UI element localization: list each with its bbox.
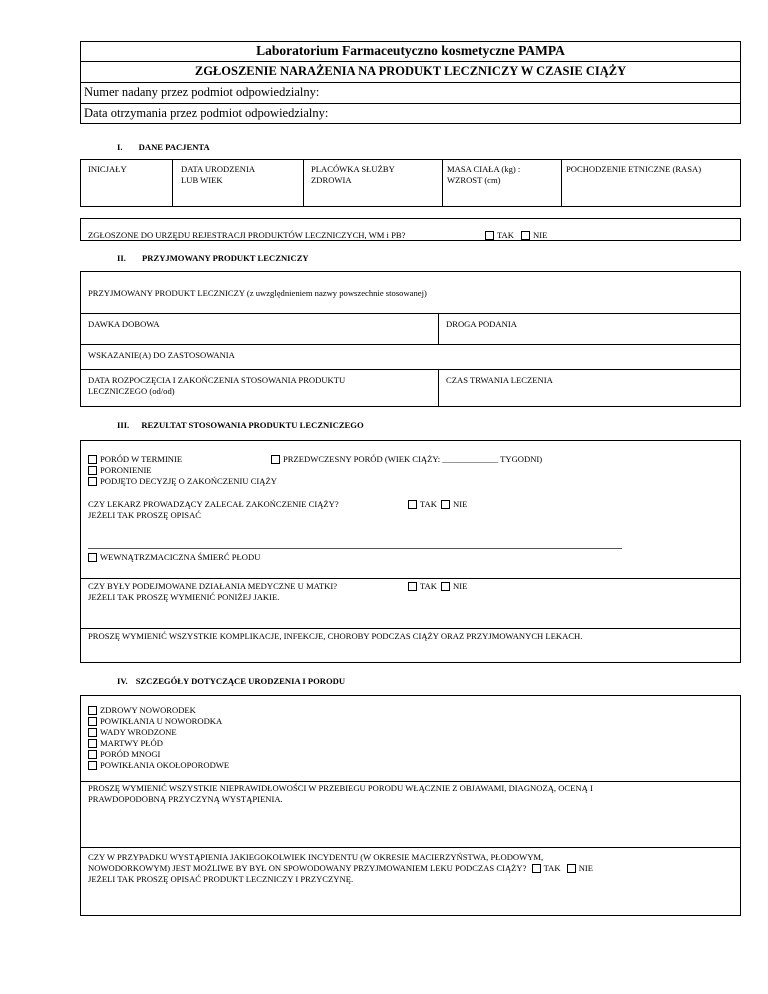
checkbox[interactable] [271, 455, 280, 464]
birth-option[interactable]: WADY WRODZONE [88, 727, 229, 738]
dob-label: DATA URODZENIA LUB WIEK [181, 164, 256, 185]
divider [172, 159, 173, 207]
reported-yes-option[interactable]: TAK [485, 230, 514, 241]
termination-option[interactable]: PODJĘTO DECYZJĘ O ZAKOŃCZENIU CIĄŻY [88, 476, 277, 487]
preterm-option[interactable]: PRZEDWCZESNY PORÓD (WIEK CIĄŻY: _____________ TYGODNI) [271, 454, 542, 465]
treatment-duration-label: CZAS TRWANIA LECZENIA [446, 375, 553, 385]
lab-name: Laboratorium Farmaceutyczno kosmetyczne PAMPA [256, 43, 565, 58]
section-title: SZCZEGÓŁY DOTYCZĄCE URODZENIA I PORODU [135, 676, 346, 686]
divider [438, 369, 439, 407]
divider [80, 344, 741, 345]
fetal-death-option[interactable]: WEWNĄTRZMACICZNA ŚMIERĆ PŁODU [88, 552, 260, 563]
checkbox[interactable] [408, 500, 417, 509]
section-number: II. [117, 253, 126, 263]
medical-yes-option[interactable]: TAK [408, 581, 437, 592]
treatment-dates-label: DATA ROZPOCZĘCIA I ZAKOŃCZENIA STOSOWANIA PRODUKTU LECZNICZEGO (od/od) [88, 375, 346, 396]
medical-no-option[interactable]: NIE [441, 581, 467, 592]
divider [80, 847, 741, 848]
incident-question: CZY W PRZYPADKU WYSTĄPIENIA JAKIEGOKOLWIEK INCYDENTU (W OKRESIE MACIERZYŃSTWA, PŁODOWYM, NOWODORKOWYM) JEST MOŻLIWE BY BYŁ ON SPOWODOWANY PRZYJMOWANIEM LEKU PODCZAS CIĄŻY? TAK NIE JEŻELI TAK PROSZĘ OPISAĆ PRODUKT LECZNICZY I PRZYCZYNĘ. [88, 852, 594, 884]
miscarriage-option[interactable]: PORONIENIE [88, 465, 152, 476]
product-label: PRZYJMOWANY PRODUKT LECZNICZY (z uwzględnieniem nazwy powszechnie stosowanej) [88, 288, 427, 298]
route-label: DROGA PODANIA [446, 319, 517, 329]
section-title: PRZYJMOWANY PRODUKT LECZNICZY [142, 253, 309, 263]
birth-option[interactable]: PORÓD MNOGI [88, 749, 229, 760]
divider [80, 313, 741, 314]
divider [561, 159, 562, 207]
divider [80, 628, 741, 629]
section-number: III. [117, 420, 130, 430]
checkbox[interactable] [88, 706, 97, 715]
irregularities-label: PROSZĘ WYMIENIĆ WSZYSTKIE NIEPRAWIDŁOWOŚCI W PRZEBIEGU PORODU WŁĄCZNIE Z OBJAWAMI, DIAGNOZĄ, OCENĄ I PRAWDOPODOBNĄ PRZYCZYNĄ WYSTĄPIENIA. [88, 783, 593, 804]
incident-no-option[interactable]: NIE [567, 863, 593, 873]
divider [80, 103, 741, 104]
incident-yes-option[interactable]: TAK [532, 863, 561, 873]
divider [80, 369, 741, 370]
form-title: ZGŁOSZENIE NARAŻENIA NA PRODUKT LECZNICZY W CZASIE CIĄŻY [194, 64, 627, 78]
initials-label: INICJAŁY [88, 164, 127, 174]
birth-option[interactable]: POWIKŁANIA OKOŁOPORODWE [88, 760, 229, 771]
date-label: Data otrzymania przez podmiot odpowiedzialny: [84, 106, 329, 120]
checkbox[interactable] [88, 761, 97, 770]
checkbox[interactable] [88, 728, 97, 737]
doctor-question: CZY LEKARZ PROWADZĄCY ZALECAŁ ZAKOŃCZENIE CIĄŻY? [88, 499, 339, 509]
checkbox[interactable] [88, 717, 97, 726]
divider [80, 781, 741, 782]
checkbox[interactable] [88, 455, 97, 464]
divider [303, 159, 304, 207]
checkbox[interactable] [88, 553, 97, 562]
section-number: I. [117, 142, 123, 152]
reported-question: ZGŁOSZONE DO URZĘDU REJESTRACJI PRODUKTÓW LECZNICZYCH, WM i PB? [88, 230, 406, 240]
checkbox[interactable] [441, 500, 450, 509]
doctor-yes-option[interactable]: TAK [408, 499, 437, 510]
checkbox[interactable] [532, 864, 541, 873]
doctor-describe-label: JEŻELI TAK PROSZĘ OPISAĆ [88, 510, 202, 520]
birth-option[interactable]: ZDROWY NOWORODEK [88, 705, 229, 716]
divider [80, 82, 741, 83]
birth-option[interactable]: POWIKŁANIA U NOWORODKA [88, 716, 229, 727]
section4-heading [117, 676, 345, 687]
section-title: DANE PACJENTA [138, 142, 210, 152]
checkbox[interactable] [567, 864, 576, 873]
term-birth-option[interactable]: PORÓD W TERMINIE [88, 454, 182, 465]
divider [80, 61, 741, 62]
medical-question: CZY BYŁY PODEJMOWANE DZIAŁANIA MEDYCZNE U MATKI? [88, 581, 338, 591]
divider [438, 313, 439, 344]
ethnic-origin-label: POCHODZENIE ETNICZNE (RASA) [566, 164, 702, 174]
divider [442, 159, 443, 207]
facility-label: PLACÓWKA SŁUŻBY ZDROWIA [311, 164, 395, 185]
mass-height-label: MASA CIAŁA (kg) : WZROST (cm) [447, 164, 521, 185]
birth-options-list [88, 705, 229, 771]
complications-label: PROSZĘ WYMIENIĆ WSZYSTKIE KOMPLIKACJE, INFEKCJE, CHOROBY PODCZAS CIĄŻY ORAZ PRZYJMOWANYCH LEKACH. [88, 631, 583, 641]
checkbox[interactable] [88, 477, 97, 486]
number-label: Numer nadany przez podmiot odpowiedzialny: [84, 85, 320, 99]
medical-list-label: JEŻELI TAK PROSZĘ WYMIENIĆ PONIŻEJ JAKIE. [88, 592, 280, 602]
checkbox[interactable] [88, 739, 97, 748]
checkbox[interactable] [485, 231, 494, 240]
section3-heading [117, 420, 364, 431]
checkbox[interactable] [88, 750, 97, 759]
divider [80, 578, 741, 579]
section2-heading [117, 253, 309, 264]
birth-option[interactable]: MARTWY PŁÓD [88, 738, 229, 749]
checkbox[interactable] [521, 231, 530, 240]
section1-heading [117, 142, 210, 153]
section-number: IV. [117, 676, 128, 686]
checkbox[interactable] [88, 466, 97, 475]
indication-label: WSKAZANIE(A) DO ZASTOSOWANIA [88, 350, 235, 360]
checkbox[interactable] [408, 582, 417, 591]
doctor-no-option[interactable]: NIE [441, 499, 467, 510]
reported-no-option[interactable]: NIE [521, 230, 547, 241]
daily-dose-label: DAWKA DOBOWA [88, 319, 160, 329]
section-title: REZULTAT STOSOWANIA PRODUKTU LECZNICZEGO [141, 420, 364, 430]
answer-line[interactable] [88, 548, 622, 549]
checkbox[interactable] [441, 582, 450, 591]
